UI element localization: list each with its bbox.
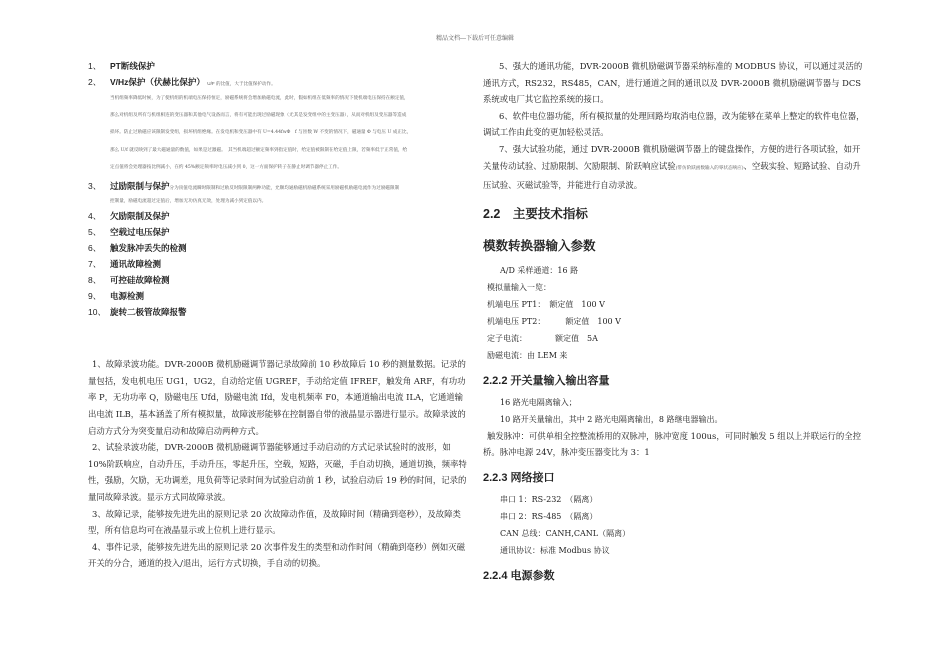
left-column: 1、 PT断线保护 2、 V/Hz保护（伏赫比保护） U/F 的比值，大于比值保护动作。 当机组频率降低时候，为了使机组的机端电压保持恒定，励磁系统将会增加励磁电流，此时，假如机组在低频率的情况下使机端电压保持在额定值， 那么对机组及所有与机组相连的变压器和其他电气设备而言，将有可能出现过励磁现象（尤其是发变组中的主变压器），从而对机组及变压器等造成 损坏。防止过励磁应该限制发变组，损坏机组绝缘。在发电机和变压器中有 U=4.44fwΦ f 与匝数 W 不变的情况下，磁通量 Φ 与电压 U 成正比， 那么 U/f 就反映到了最大磁通量的数值，如果是过激磁。 其当机端超过额定频率到指定值时，给定值被限制在给定值上限，若频率低于正常值，给 定点值将会处理器按比例减小，在约 45%额定频率时电压减小到 0，这一方面保护转子在静止时调节器停止工作。 3、 过励限制与保护分为顶值电流瞬时限制和过励反时限限制两种功能，允顺均通励磁机励磁系统采用励磁机励磁电流作为过励磁限制 控制量，励磁电流超过定值后，增加无功仿真无效，处理为减小到定值以内。 4、 欠励限制及保护 5、 空载过电压保护 6、 触发脉冲丢失的检测 7、 通讯故障检测 8、 可控硅故障检测 9、 电源检测 10、 旋转二极管故障报警 1、故障录波功能。DVR-2000B 微机励磁调节器记录故障前 10 秒故障后 10 秒的测量数据。记录的量包括，发电机电压 UG1，UG2，自动给定值 UGREF，手动给定值 IFREF，触发角 ARF，有功功率 P，无功功率 Q，励磁电压 Ufd，励磁电流 Ifd，发电机频率 F0，本通道输出电流 ILA，它通道输出电流 ILB，基本涵盖了所有模拟量，故障波形能够在控制器自带的液晶显示器进行显示。故障录波的启动方式分为突变量启动和故障启动两种方式。 2、试验录波功能，DVR-2000B 微机励磁调节器能够通过手动启动的方式记录试验时的波形，如 10%阶跃响应，自动升压，手动升压，零起升压，空载，短路，灭磁，手自动切换，通道切换，频率特性，强励，欠励，无功调差，甩负荷等记录时间为试验启动前 1 秒，试验启动后 19 秒的时间，记录的量同故障录波。显示方式同故障录波。 3、故障记录，能够按先进先出的原则记录 20 次故障动作值，及故障时间（精确到毫秒），及故障类型，所有信息均可在液晶显示或上位机上进行显示。 4、事件记录，能够按先进先出的原则记录 20 次事件发生的类型和动作时间（精确到毫秒）例如灭磁开关的分合，通道的投入/退出，运行方式切换，手自动的切换。	[88, 58, 468, 572]
analog-params	[483, 262, 868, 364]
paragraph: 6、软件电位器功能，所有模拟量的处理回路均取消电位器，改为能够在菜单上整定的软件电位器，调试工作由此变的更加轻松灵活。	[483, 110, 865, 138]
paragraph: 7、强大试验功能，通过 DVR-2000B 微机励磁调节器上的键盘操作，方便的进行各项试验，如开关量传动试验、过励限制、欠励限制、阶跃响应试验(带仿阶跃函数输入的零状态响应)、空载实验、短路试验、自动升压试验、灭磁试验等，并能进行自动录波。	[483, 143, 861, 191]
section-heading-2-2: 2.2 主要技术指标	[483, 206, 588, 221]
list-item-overexcitation: 3、 过励限制与保护分为顶值电流瞬时限制和过励反时限限制两种功能，允顺均通励磁机励磁系统采用励磁机励磁电流作为过励磁限制	[88, 181, 400, 192]
net-row: 串口 2：RS-485 （隔离）	[500, 511, 598, 521]
param-row: 定子电流： 额定值 5A	[487, 333, 598, 343]
list-item-underexcitation: 4、 欠励限制及保护	[88, 211, 170, 222]
page-header: 精品文档---下载后可任意编辑	[435, 35, 515, 42]
list-item-pt-protection: 1、 PT断线保护	[88, 61, 155, 71]
param-row: 机端电压 PT2： 额定值 100 V	[487, 316, 621, 326]
vhz-detail: 当机组频率降低时候，为了使机组的机端电压保持恒定，励磁系统将会增加励磁电流，此时，假如机组在低频率的情况下使机端电压保持在额定值， 那么对机组及所有与机组相连的变压器和其他电气设备而言，将有可能出现过励磁现象（尤其是发变组中的主变压器），从而对机组及变压器等造成 损坏。防止过励磁应该限制发变组，损坏机组绝缘。在发电机和变压器中有 U=4.44fwΦ f 与匝数 W 不变的情况下，磁通量 Φ 与电压 U 成正比， 那么 U/f 就反映到了最大磁通量的数值，如果是过激磁。 其当机端超过额定频率到指定值时，给定值被限制在给定值上限，若频率低于正常值，给 定点值将会处理器按比例减小，在约 45%额定频率时电压减小到 0，这一方面保护转子在静止时调节器停止工作。	[110, 96, 412, 170]
list-item-scr-fault: 8、 可控硅故障检测	[88, 275, 170, 286]
paragraph: 4、事件记录，能够按先进先出的原则记录 20 次事件发生的类型和动作时间（精确到毫秒）例如灭磁开关的分合，通道的投入/退出，运行方式切换，手自动的切换。	[88, 541, 466, 569]
param-row: 励磁电流：由 LEM 来	[487, 350, 568, 360]
paragraph: 3、故障记录，能够按先进先出的原则记录 20 次故障动作值，及故障时间（精确到毫秒），及故障类型，所有信息均可在液晶显示或上位机上进行显示。	[88, 508, 461, 536]
param-row: A/D 采样通道：16 路	[500, 265, 579, 275]
paragraph: 2、试验录波功能，DVR-2000B 微机励磁调节器能够通过手动启动的方式记录试验时的波形，如 10%阶跃响应，自动升压，手动升压，零起升压，空载，短路，灭磁，手自动切换，通道切换，频率特性，强励，欠励，无功调差，甩负荷等记录时间为试验启动前 1 秒，试验启动后 19 秒的时间，记录的量同故障录波。显示方式同故障录波。	[88, 442, 467, 502]
section-heading-2-2-3: 2.2.3 网络接口	[483, 471, 555, 484]
pulse-paragraph: 触发脉冲：可供单相全控整流桥用的双脉冲，脉冲宽度 100us，可同时触发 5 组以上并联运行的全控桥。脉冲电源 24V，脉冲变压器变比为 3：1	[483, 430, 861, 458]
param-row: 机端电压 PT1： 额定值 100 V	[487, 299, 605, 309]
list-item-diode-alarm: 10、 旋转二极管故障报警	[88, 307, 187, 318]
list-item-vhz-protection: 2、 V/Hz保护（伏赫比保护） U/F 的比值，大于比值保护动作。	[88, 77, 276, 87]
paragraph: 1、故障录波功能。DVR-2000B 微机励磁调节器记录故障前 10 秒故障后 10 秒的测量数据。记录的量包括，发电机电压 UG1，UG2，自动给定值 UGREF，手动给定值 IFREF，触发角 ARF，有功功率 P，无功功率 Q，励磁电压 Ufd，励磁电流 Ifd，发电机频率 F0，本通道输出电流 ILA，它通道输出电流 ILB，基本涵盖了所有模拟量，故障波形能够在控制器自带的液晶显示器进行显示。故障录波的启动方式分为突变量启动和故障启动两种方式。	[88, 359, 466, 436]
list-item-power-check: 9、 电源检测	[88, 291, 145, 302]
list-item-no-load-overvoltage: 5、 空载过电压保护	[88, 227, 170, 238]
io-row: 10 路开关量输出，其中 2 路光电隔离输出，8 路继电器输出。	[500, 414, 723, 424]
net-row: 串口 1：RS-232 （隔离）	[500, 494, 598, 504]
list-item-comm-fault: 7、 通讯故障检测	[88, 259, 162, 270]
io-row: 16 路光电隔离输入；	[500, 397, 577, 407]
net-row: CAN 总线：CANH,CANL（隔离）	[500, 528, 631, 538]
paragraph: 5、强大的通讯功能，DVR-2000B 微机励磁调节器采纳标准的 MODBUS 协议，可以通过灵活的通讯方式，RS232，RS485，CAN，进行通道之间的通讯以及 DVR-2000B 微机励磁调节器与 DCS 系统或电厂其它监控系统的接口。	[483, 61, 863, 105]
section-heading-2-2-4: 2.2.4 电源参数	[483, 569, 555, 582]
net-row: 通讯协议：标准 Modbus 协议	[500, 545, 610, 555]
list-item-pulse-loss: 6、 触发脉冲丢失的检测	[88, 243, 187, 254]
feature-paragraphs	[88, 356, 468, 572]
param-row: 模拟量输入一览：	[487, 282, 551, 292]
section-heading-analog-input: 模数转换器输入参数	[483, 238, 596, 253]
right-column	[483, 58, 868, 589]
section-heading-2-2-2: 2.2.2 开关量输入输出容量	[483, 374, 610, 387]
